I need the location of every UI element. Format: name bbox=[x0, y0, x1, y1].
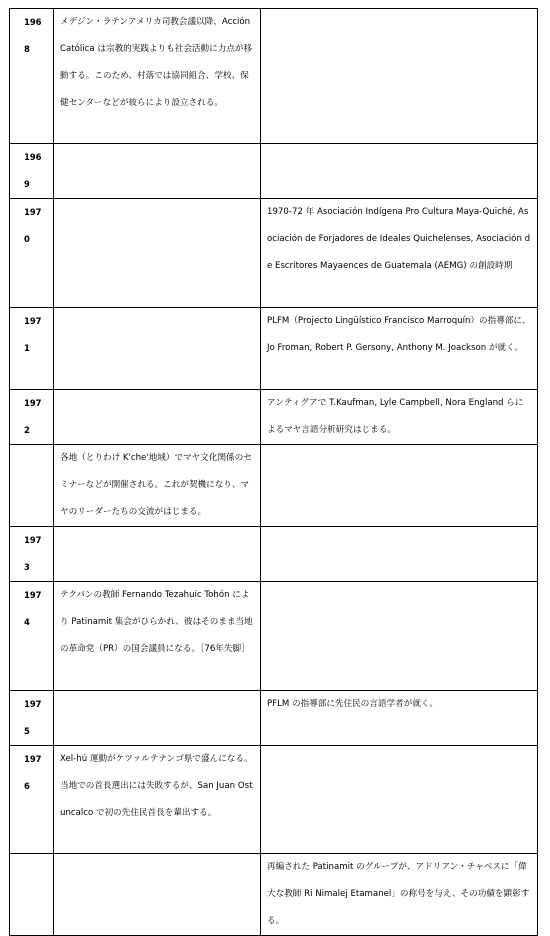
table-row bbox=[10, 691, 538, 746]
event-cell bbox=[54, 854, 261, 936]
event-cell: PFLM の指導部に先住民の言語学者が就く。 bbox=[261, 691, 538, 746]
chronology-table bbox=[9, 8, 538, 936]
table-row bbox=[10, 9, 538, 144]
table-row bbox=[10, 854, 538, 936]
event-cell bbox=[261, 144, 538, 199]
table-row bbox=[10, 746, 538, 854]
event-cell: アンティグアで T.Kaufman, Lyle Campbell, Nora England らによるマヤ言語分析研究はじまる。 bbox=[261, 390, 538, 445]
year-cell: 1969 bbox=[10, 144, 54, 199]
year-cell: 1971 bbox=[10, 308, 54, 390]
event-cell: メデジン・ラテンアメリカ司教会議以降、Acción Católica は宗教的実践よりも社会活動に力点が移動する。このため、村落では協同組合、学校、保健センターなどが彼らにより設立される。 bbox=[54, 9, 261, 144]
event-cell bbox=[261, 746, 538, 854]
event-cell bbox=[261, 582, 538, 691]
year-cell: 1972 bbox=[10, 390, 54, 445]
event-cell: PLFM（Projecto Lingüístico Francisco Marroquín）の指導部に、Jo Froman, Robert P. Gersony, Anthony M. Joackson が就く。 bbox=[261, 308, 538, 390]
event-cell: 1970-72 年 Asociación Indígena Pro Cultura Maya-Quiché, Asociación de Forjadores de Ideales Quichelenses, Asociación de Escritores Mayaences de Guatemala (AEMG) の創設時期 bbox=[261, 199, 538, 308]
year-cell: 1975 bbox=[10, 691, 54, 746]
event-cell bbox=[54, 199, 261, 308]
table-row bbox=[10, 390, 538, 445]
table-row bbox=[10, 582, 538, 691]
table-row bbox=[10, 144, 538, 199]
table-row bbox=[10, 199, 538, 308]
year-cell: 1968 bbox=[10, 9, 54, 144]
event-cell bbox=[54, 144, 261, 199]
event-cell bbox=[54, 308, 261, 390]
table-row bbox=[10, 308, 538, 390]
year-cell bbox=[10, 854, 54, 936]
event-cell bbox=[54, 691, 261, 746]
event-cell: Xel-hú 運動がケツァルテナンゴ県で盛んになる。当地での首長選出には失敗するが、San Juan Ostuncalco で初の先住民首長を輩出する。 bbox=[54, 746, 261, 854]
table-row bbox=[10, 527, 538, 582]
event-cell bbox=[54, 527, 261, 582]
event-cell bbox=[54, 390, 261, 445]
year-cell: 1976 bbox=[10, 746, 54, 854]
year-cell: 1970 bbox=[10, 199, 54, 308]
event-cell: 各地（とりわけ K'che'地域）でマヤ文化関係のセミナーなどが開催される。これが契機になり、マヤのリーダーたちの交流がはじまる。 bbox=[54, 445, 261, 527]
event-cell: 再編された Patinamit のグループが、アドリアン・チャベスに「偉大な教師 Ri Nimalej Etamanel」の称号を与え、その功績を顕彰する。 bbox=[261, 854, 538, 936]
year-cell: 1974 bbox=[10, 582, 54, 691]
event-cell bbox=[261, 527, 538, 582]
event-cell bbox=[261, 9, 538, 144]
year-cell: 1973 bbox=[10, 527, 54, 582]
event-cell: テクパンの教師 Fernando Tezahuic Tohón により Patinamit 集会がひらかれ、彼はそのまま当地の革命党（PR）の国会議員になる。［76年失脚］ bbox=[54, 582, 261, 691]
year-cell bbox=[10, 445, 54, 527]
event-cell bbox=[261, 445, 538, 527]
table-row bbox=[10, 445, 538, 527]
